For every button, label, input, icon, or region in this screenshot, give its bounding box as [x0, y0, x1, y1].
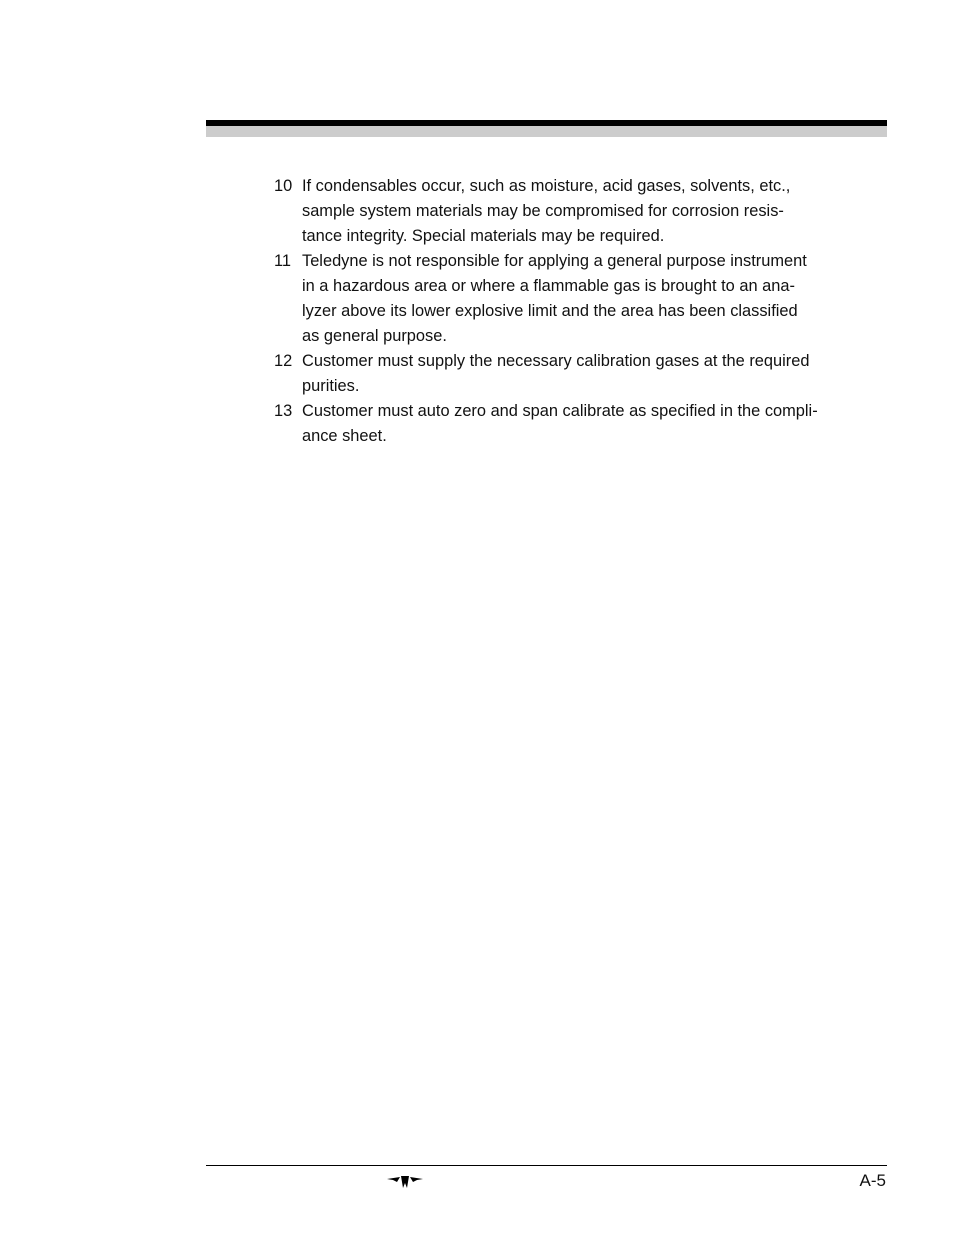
note-line: Teledyne is not responsible for applying a general purpose instrument: [302, 252, 807, 270]
note-line: ance sheet.: [302, 427, 387, 445]
note-text: [302, 399, 854, 449]
note-line: Customer must supply the necessary calibration gases at the required: [302, 352, 810, 370]
note-line: as general purpose.: [302, 327, 447, 345]
note-line: tance integrity. Special materials may be required.: [302, 227, 665, 245]
note-line: Customer must auto zero and span calibrate as specified in the compli-: [302, 402, 818, 420]
note-line: lyzer above its lower explosive limit and the area has been classified: [302, 302, 798, 320]
note-item: [274, 249, 854, 349]
note-line: in a hazardous area or where a flammable gas is brought to an ana-: [302, 277, 795, 295]
note-line: If condensables occur, such as moisture, acid gases, solvents, etc.,: [302, 177, 791, 195]
note-line: purities.: [302, 377, 360, 395]
note-item: [274, 174, 854, 249]
page-number: A-5: [859, 1171, 886, 1190]
teledyne-logo-icon: [386, 1174, 424, 1190]
note-number: 13: [274, 402, 293, 420]
note-number: 10: [274, 177, 293, 195]
notes-list: [274, 174, 854, 449]
header-rule-gray: [206, 126, 887, 137]
note-item: [274, 399, 854, 449]
note-item: [274, 349, 854, 399]
footer-rule: [206, 1165, 887, 1166]
note-text: [302, 249, 854, 349]
note-text: [302, 174, 854, 249]
note-number: 11: [274, 252, 292, 270]
note-text: [302, 349, 854, 399]
note-number: 12: [274, 352, 293, 370]
note-line: sample system materials may be compromised for corrosion resis-: [302, 202, 784, 220]
